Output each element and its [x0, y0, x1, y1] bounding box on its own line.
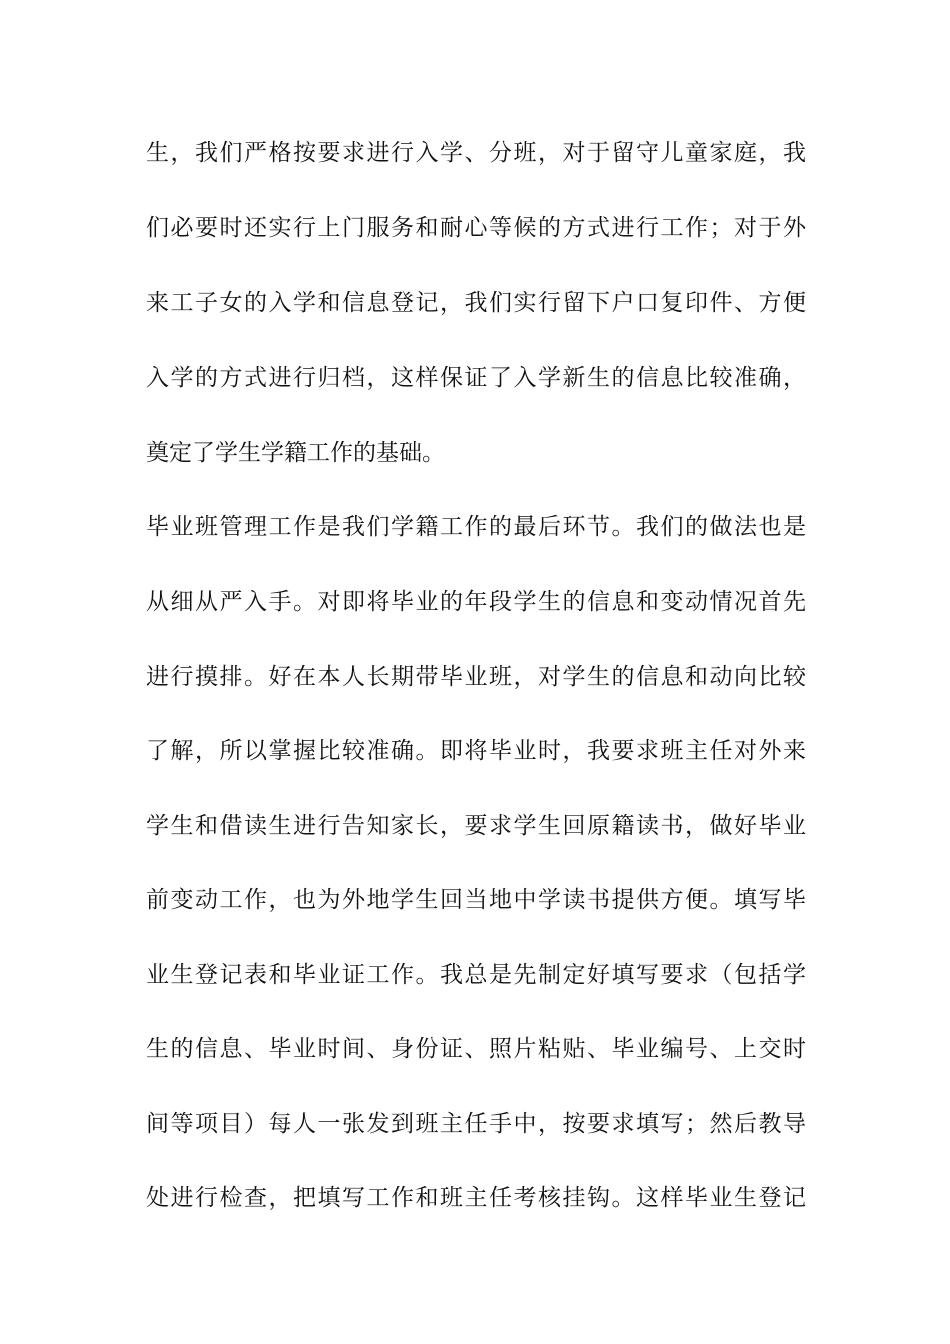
text-line-4: 入学的方式进行归档，这样保证了入学新生的信息比较准确，: [146, 365, 806, 391]
text-line-5: 奠定了学生学籍工作的基础。: [146, 440, 445, 466]
text-line-11: 前变动工作，也为外地学生回当地中学读书提供方便。填写毕: [146, 887, 806, 913]
text-line-13: 生的信息、毕业时间、身份证、照片粘贴、毕业编号、上交时: [146, 1036, 806, 1062]
text-line-14: 间等项目）每人一张发到班主任手中，按要求填写；然后教导: [146, 1111, 806, 1137]
text-line-15: 处进行检查，把填写工作和班主任考核挂钩。这样毕业生登记: [146, 1185, 806, 1211]
text-line-3: 来工子女的入学和信息登记，我们实行留下户口复印件、方便: [146, 290, 806, 316]
text-line-9: 了解，所以掌握比较准确。即将毕业时，我要求班主任对外来: [146, 738, 806, 764]
text-line-10: 学生和借读生进行告知家长，要求学生回原籍读书，做好毕业: [146, 813, 806, 839]
text-line-12: 业生登记表和毕业证工作。我总是先制定好填写要求（包括学: [146, 962, 806, 988]
text-line-6: 毕业班管理工作是我们学籍工作的最后环节。我们的做法也是: [146, 514, 806, 540]
text-line-2: 们必要时还实行上门服务和耐心等候的方式进行工作；对于外: [146, 215, 806, 241]
text-line-8: 进行摸排。好在本人长期带毕业班，对学生的信息和动向比较: [146, 664, 806, 690]
text-line-1: 生，我们严格按要求进行入学、分班，对于留守儿童家庭，我: [146, 140, 806, 166]
text-line-7: 从细从严入手。对即将毕业的年段学生的信息和变动情况首先: [146, 589, 806, 615]
